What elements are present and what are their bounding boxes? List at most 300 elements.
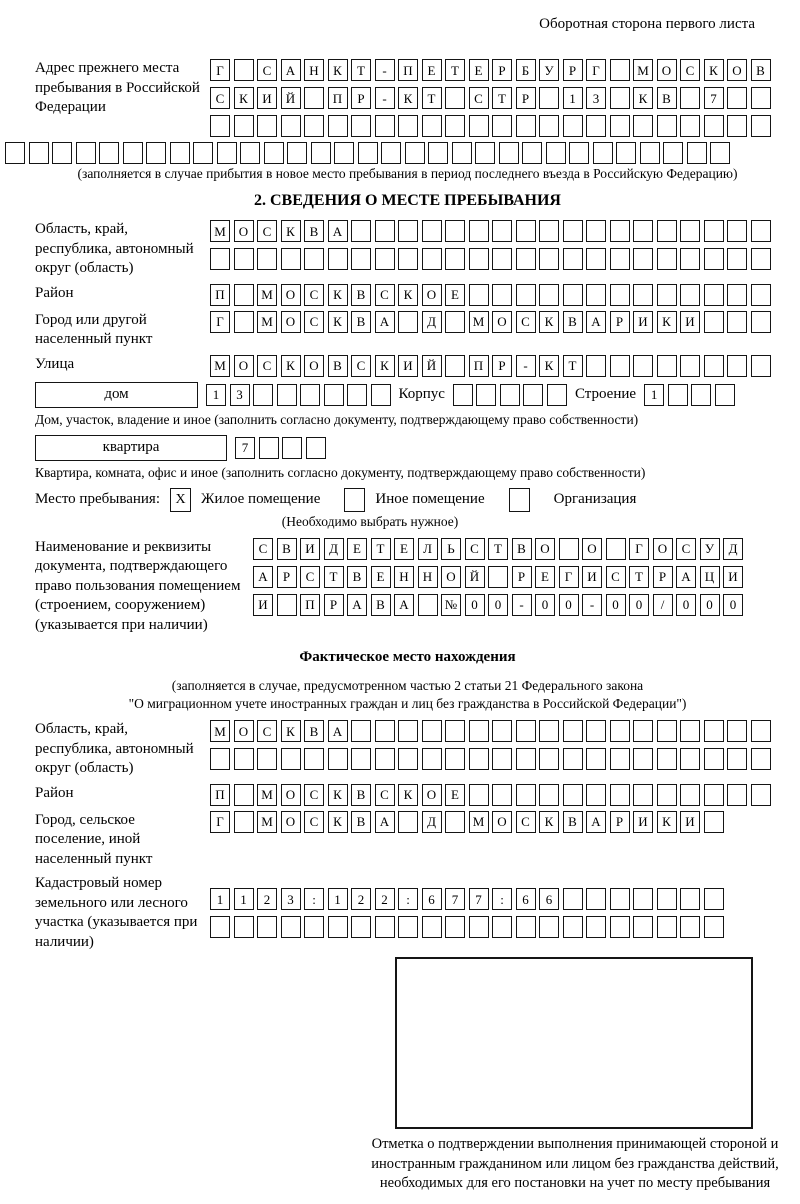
char-box (704, 916, 724, 938)
char-box (633, 115, 653, 137)
char-box: 1 (563, 87, 583, 109)
char-box: С (375, 284, 395, 306)
char-box: К (539, 311, 559, 333)
stroenie-label: Строение (574, 386, 637, 402)
char-box (633, 284, 653, 306)
char-box: К (633, 87, 653, 109)
char-box (311, 142, 331, 164)
char-box (469, 220, 489, 242)
char-box: С (304, 811, 324, 833)
char-box: Д (422, 811, 442, 833)
char-box: - (582, 594, 602, 616)
district-label: Район (35, 284, 74, 301)
char-box: К (281, 355, 301, 377)
char-box: - (516, 355, 536, 377)
char-box (715, 384, 735, 406)
char-box (657, 748, 677, 770)
actual-district-field (35, 784, 780, 806)
region-label: Область, край, республика, автономный округ (область) (35, 221, 194, 276)
char-box: К (328, 59, 348, 81)
char-box (328, 115, 348, 137)
cadastral-row-1 (210, 888, 724, 910)
char-box: 0 (700, 594, 720, 616)
char-box: В (751, 59, 771, 81)
char-box: 0 (606, 594, 626, 616)
confirmation-caption: Отметка о подтверждении выполнения принимающей стороной и иностранным гражданином или лицом без гражданства действий, необходимых для его постановки на учет по месту пребывания (371, 1136, 779, 1192)
char-box: И (680, 311, 700, 333)
char-box (680, 248, 700, 270)
char-box: 1 (234, 888, 254, 910)
char-box (277, 384, 297, 406)
district-row (210, 284, 771, 306)
char-box (610, 888, 630, 910)
char-box: И (680, 811, 700, 833)
char-box (210, 748, 230, 770)
char-box (680, 220, 700, 242)
char-box (253, 384, 273, 406)
prev-address-label: Адрес прежнего места пребывания в Российской Федерации (35, 60, 200, 115)
char-box (445, 355, 465, 377)
char-box (657, 220, 677, 242)
char-box (445, 220, 465, 242)
char-box (469, 784, 489, 806)
char-box (304, 87, 324, 109)
char-box (680, 284, 700, 306)
char-box: Й (465, 566, 485, 588)
char-box (680, 355, 700, 377)
char-box: К (398, 87, 418, 109)
char-box: В (304, 720, 324, 742)
street-row (210, 355, 771, 377)
char-box (500, 384, 520, 406)
char-box: В (351, 811, 371, 833)
char-box: 0 (676, 594, 696, 616)
char-box (234, 748, 254, 770)
char-box (610, 59, 630, 81)
char-box (304, 115, 324, 137)
char-box (422, 916, 442, 938)
char-box (170, 142, 190, 164)
char-box (539, 720, 559, 742)
char-box (610, 784, 630, 806)
char-box: И (253, 594, 273, 616)
char-box: А (394, 594, 414, 616)
char-box (375, 248, 395, 270)
char-box (610, 748, 630, 770)
char-box: А (375, 811, 395, 833)
char-box (452, 142, 472, 164)
title-document-row-1 (253, 538, 743, 560)
char-box (328, 748, 348, 770)
street-label: Улица (35, 355, 75, 372)
char-box (668, 384, 688, 406)
char-box: Р (492, 355, 512, 377)
char-box (633, 784, 653, 806)
char-box: А (253, 566, 273, 588)
char-box: О (234, 220, 254, 242)
char-box (704, 748, 724, 770)
char-box: О (281, 284, 301, 306)
char-box: О (234, 720, 254, 742)
char-box (234, 115, 254, 137)
char-box (547, 384, 567, 406)
char-box: В (347, 566, 367, 588)
char-box: Н (394, 566, 414, 588)
actual-location-caption-2: "О миграционном учете иностранных граждан и лиц без гражданства в Российской Федерации") (128, 696, 687, 711)
cadastral-label: Кадастровый номер земельного или лесного участка (указывается при наличии) (35, 875, 198, 950)
char-box: И (633, 311, 653, 333)
page-side-note: Оборотная сторона первого листа (539, 16, 755, 32)
char-box: Е (394, 538, 414, 560)
char-box (657, 916, 677, 938)
char-box: 7 (469, 888, 489, 910)
char-box: № (441, 594, 461, 616)
char-box (306, 437, 326, 459)
char-box (422, 248, 442, 270)
char-box: Т (422, 87, 442, 109)
char-box (586, 720, 606, 742)
char-box: Р (563, 59, 583, 81)
char-box (445, 311, 465, 333)
char-box (304, 248, 324, 270)
char-box (492, 748, 512, 770)
char-box (304, 916, 324, 938)
char-box: Г (586, 59, 606, 81)
char-box: И (257, 87, 277, 109)
char-box: Г (210, 59, 230, 81)
char-box (287, 142, 307, 164)
char-box (610, 248, 630, 270)
char-box: Й (422, 355, 442, 377)
char-box (704, 811, 724, 833)
char-box (539, 784, 559, 806)
char-box (281, 748, 301, 770)
char-box (563, 888, 583, 910)
char-box (304, 748, 324, 770)
char-box (422, 720, 442, 742)
char-box (351, 220, 371, 242)
char-box (351, 248, 371, 270)
char-box (282, 437, 302, 459)
char-box: С (516, 311, 536, 333)
char-box (586, 784, 606, 806)
char-box (210, 115, 230, 137)
char-box: В (277, 538, 297, 560)
char-box: М (210, 720, 230, 742)
char-box: 1 (644, 384, 664, 406)
char-box (563, 784, 583, 806)
char-box (751, 220, 771, 242)
char-box: Г (210, 811, 230, 833)
char-box (563, 916, 583, 938)
prev-address-row-3 (210, 115, 771, 137)
street-field (35, 355, 780, 377)
char-box: 1 (206, 384, 226, 406)
char-box: 1 (328, 888, 348, 910)
char-box (680, 784, 700, 806)
char-box (516, 248, 536, 270)
char-box (469, 748, 489, 770)
char-box (606, 538, 626, 560)
char-box (704, 284, 724, 306)
char-box (563, 720, 583, 742)
char-box: П (210, 284, 230, 306)
char-box: 1 (210, 888, 230, 910)
char-box: 0 (629, 594, 649, 616)
residence-option-other-checkbox (344, 488, 365, 512)
actual-location-title: Фактическое место нахождения (299, 649, 516, 665)
char-box: А (281, 59, 301, 81)
char-box (586, 248, 606, 270)
char-box (422, 748, 442, 770)
char-box (586, 115, 606, 137)
char-box (633, 888, 653, 910)
char-box (146, 142, 166, 164)
char-box: М (469, 811, 489, 833)
char-box (516, 720, 536, 742)
char-box: К (281, 720, 301, 742)
char-box: Е (347, 538, 367, 560)
house-field (35, 382, 780, 408)
char-box (445, 811, 465, 833)
char-box: О (234, 355, 254, 377)
char-box: Т (492, 87, 512, 109)
char-box (539, 87, 559, 109)
char-box: Т (629, 566, 649, 588)
char-box: О (281, 784, 301, 806)
char-box: В (563, 311, 583, 333)
char-box (751, 748, 771, 770)
char-box: Т (563, 355, 583, 377)
char-box (516, 220, 536, 242)
char-box: С (465, 538, 485, 560)
char-box: В (512, 538, 532, 560)
char-box: Д (723, 538, 743, 560)
char-box: К (281, 220, 301, 242)
char-box: 3 (586, 87, 606, 109)
char-box (281, 248, 301, 270)
char-box (445, 115, 465, 137)
char-box: К (328, 811, 348, 833)
char-box (680, 916, 700, 938)
char-box: 3 (281, 888, 301, 910)
char-box: Р (492, 59, 512, 81)
char-box (123, 142, 143, 164)
char-box (422, 115, 442, 137)
char-box: О (535, 538, 555, 560)
char-box: 6 (422, 888, 442, 910)
char-box (492, 720, 512, 742)
char-box: В (304, 220, 324, 242)
char-box (704, 248, 724, 270)
char-box: 2 (257, 888, 277, 910)
char-box: О (582, 538, 602, 560)
char-box (52, 142, 72, 164)
char-box (193, 142, 213, 164)
char-box: И (723, 566, 743, 588)
char-box (539, 115, 559, 137)
char-box (281, 916, 301, 938)
char-box (351, 916, 371, 938)
char-box: 6 (516, 888, 536, 910)
region-row-1 (210, 220, 771, 242)
char-box (727, 87, 747, 109)
char-box: Е (535, 566, 555, 588)
city-field (35, 311, 780, 350)
char-box (398, 220, 418, 242)
char-box: А (375, 311, 395, 333)
char-box (488, 566, 508, 588)
actual-city-field (35, 811, 780, 870)
char-box (398, 748, 418, 770)
char-box: Е (469, 59, 489, 81)
char-box (727, 720, 747, 742)
char-box: О (304, 355, 324, 377)
char-box (610, 220, 630, 242)
char-box (704, 888, 724, 910)
prev-address-row-1 (210, 59, 771, 81)
char-box (234, 311, 254, 333)
char-box: Е (445, 284, 465, 306)
char-box: М (257, 284, 277, 306)
char-box (281, 115, 301, 137)
char-box: О (422, 284, 442, 306)
house-number-cells (206, 384, 391, 406)
char-box: А (586, 811, 606, 833)
char-box (234, 916, 254, 938)
char-box: 6 (539, 888, 559, 910)
title-document-row-2 (253, 566, 743, 588)
char-box (398, 811, 418, 833)
char-box (751, 87, 771, 109)
char-box: Р (653, 566, 673, 588)
char-box: К (657, 311, 677, 333)
char-box: С (304, 311, 324, 333)
char-box (445, 248, 465, 270)
char-box: В (351, 284, 371, 306)
char-box (586, 748, 606, 770)
char-box (234, 784, 254, 806)
char-box (5, 142, 25, 164)
char-box: О (653, 538, 673, 560)
char-box (586, 284, 606, 306)
char-box: П (469, 355, 489, 377)
char-box (751, 355, 771, 377)
char-box (539, 284, 559, 306)
char-box (633, 248, 653, 270)
char-box (663, 142, 683, 164)
char-box: В (657, 87, 677, 109)
char-box: - (375, 87, 395, 109)
char-box (398, 720, 418, 742)
section2-title: 2. СВЕДЕНИЯ О МЕСТЕ ПРЕБЫВАНИЯ (254, 192, 561, 209)
char-box: К (398, 784, 418, 806)
char-box (492, 220, 512, 242)
char-box (328, 248, 348, 270)
char-box: Е (422, 59, 442, 81)
char-box (633, 748, 653, 770)
char-box (257, 748, 277, 770)
residence-option-organization-checkbox (509, 488, 530, 512)
char-box: : (398, 888, 418, 910)
char-box (351, 748, 371, 770)
char-box (751, 284, 771, 306)
house-type-box: дом (35, 382, 198, 408)
char-box: В (351, 311, 371, 333)
char-box (610, 284, 630, 306)
apartment-number-cells (235, 437, 326, 459)
actual-district-row (210, 784, 771, 806)
char-box: М (257, 311, 277, 333)
char-box: С (210, 87, 230, 109)
char-box (257, 916, 277, 938)
city-row (210, 311, 771, 333)
char-box: К (375, 355, 395, 377)
char-box (710, 142, 730, 164)
char-box: В (371, 594, 391, 616)
char-box (704, 220, 724, 242)
char-box (234, 248, 254, 270)
char-box: Н (418, 566, 438, 588)
char-box (680, 720, 700, 742)
prev-address-row-2 (210, 87, 771, 109)
char-box: Е (445, 784, 465, 806)
char-box: Г (210, 311, 230, 333)
residence-type-label: Место пребывания: (35, 491, 160, 507)
residence-type-field (35, 488, 780, 512)
char-box (453, 384, 473, 406)
char-box (539, 916, 559, 938)
char-box (492, 784, 512, 806)
char-box: М (210, 220, 230, 242)
char-box (593, 142, 613, 164)
char-box (657, 248, 677, 270)
char-box (539, 748, 559, 770)
house-caption: Дом, участок, владение и иное (заполнить согласно документу, подтверждающему право собственности) (35, 411, 639, 427)
char-box (516, 115, 536, 137)
char-box (569, 142, 589, 164)
char-box: П (210, 784, 230, 806)
char-box (704, 311, 724, 333)
title-document-row-3 (253, 594, 743, 616)
korpus-label: Корпус (398, 386, 445, 402)
char-box (516, 748, 536, 770)
char-box (277, 594, 297, 616)
char-box (398, 115, 418, 137)
char-box (469, 115, 489, 137)
char-box: К (328, 784, 348, 806)
char-box (657, 355, 677, 377)
char-box: А (347, 594, 367, 616)
char-box (469, 916, 489, 938)
prev-address-row-4 (5, 142, 780, 164)
prev-address-field (35, 59, 780, 137)
char-box: С (257, 355, 277, 377)
char-box (445, 87, 465, 109)
char-box: У (539, 59, 559, 81)
char-box: Р (512, 566, 532, 588)
char-box (546, 142, 566, 164)
residence-option-other-label: Иное помещение (375, 491, 485, 507)
char-box: И (633, 811, 653, 833)
char-box: В (563, 811, 583, 833)
region-row-2 (210, 248, 771, 270)
char-box (657, 284, 677, 306)
char-box: / (653, 594, 673, 616)
char-box (727, 115, 747, 137)
char-box: Р (610, 811, 630, 833)
prev-address-caption: (заполняется в случае прибытия в новое место пребывания в период последнего въезда в Российскую Федерацию) (77, 166, 738, 181)
